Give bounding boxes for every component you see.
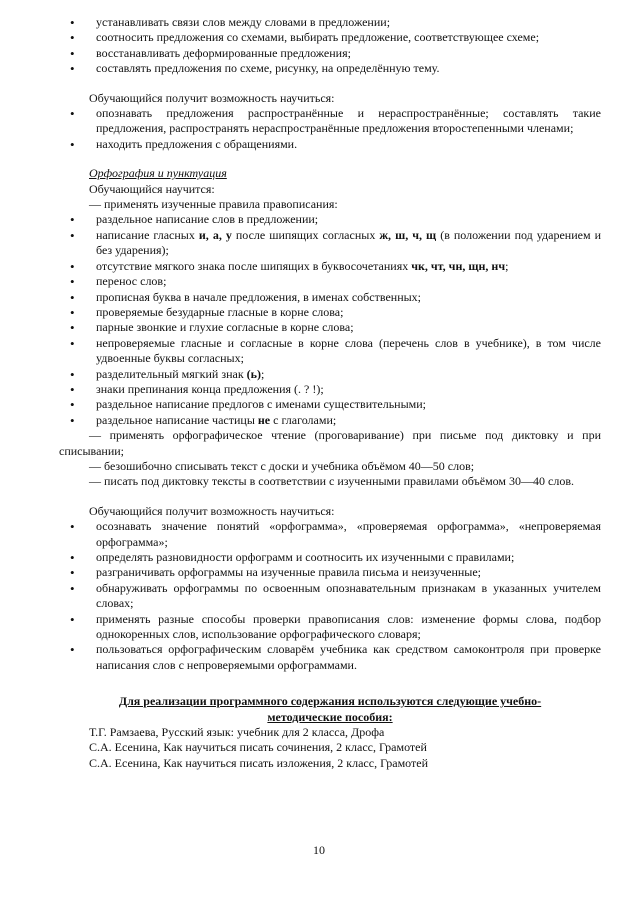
dash-line-dictation: — писать под диктовку тексты в соответствии с изученными правилами объёмом 30—40 слов. xyxy=(89,474,575,489)
opportunity-heading-2: Обучающийся получит возможность научиться: xyxy=(89,503,335,518)
list-item: • восстанавливать деформированные предложения; xyxy=(59,46,601,61)
list-item: • прописная буква в начале предложения, в именах собственных; xyxy=(59,290,601,305)
list-item: • опознавать предложения распространённые и нераспространённые; составлять такие предложения, распространять нераспространённые предложения второстепенными членами; xyxy=(59,106,601,137)
list-item: • осознавать значение понятий «орфограмма», «проверяемая орфограмма», «непроверяемая орфограмма»; xyxy=(59,519,601,550)
dash-line-copying: — безошибочно списывать текст с доски и учебника объёмом 40—50 слов; xyxy=(89,458,475,473)
learn-heading: Обучающийся научится: xyxy=(89,181,215,196)
bullet-list-sentences xyxy=(59,15,601,77)
list-item: • парные звонкие и глухие согласные в корне слова; xyxy=(59,320,601,335)
list-item: • разделительный мягкий знак (ь); xyxy=(59,367,601,382)
resources-heading: Для реализации программного содержания используются следующие учебно-методические пособия: xyxy=(118,694,542,724)
list-item: • знаки препинания конца предложения (. ? !); xyxy=(59,382,601,397)
page-number: 10 xyxy=(313,843,325,857)
section-title-orthography: Орфография и пунктуация xyxy=(89,166,227,181)
resource-item: Т.Г. Рамзаева, Русский язык: учебник для 2 класса, Дрофа xyxy=(89,725,385,740)
list-item: • раздельное написание слов в предложении; xyxy=(59,212,601,227)
page-content xyxy=(59,15,601,771)
list-item: • непроверяемые гласные и согласные в корне слова (перечень слов в учебнике), в том числе удвоенные буквы согласных; xyxy=(59,336,601,367)
resource-item: С.А. Есенина, Как научиться писать сочинения, 2 класс, Грамотей xyxy=(89,740,427,755)
dash-line-reading: — применять орфографическое чтение (проговаривание) при письме под диктовку и при списывании; xyxy=(59,428,601,458)
list-item: • обнаруживать орфограммы по освоенным опознавательным признакам в указанных учителем словах; xyxy=(59,581,601,612)
opportunity-heading-1: Обучающийся получит возможность научиться: xyxy=(89,90,335,105)
list-item: • раздельное написание частицы не с глаголами; xyxy=(59,413,601,428)
list-item: • соотносить предложения со схемами, выбирать предложение, соответствующее схеме; xyxy=(59,30,601,45)
bullet-list-rules xyxy=(59,212,601,428)
list-item: • перенос слов; xyxy=(59,274,601,289)
apply-rules-line: — применять изученные правила правописания: xyxy=(89,197,338,212)
list-item: • отсутствие мягкого знака после шипящих в буквосочетаниях чк, чт, чн, щн, нч; xyxy=(59,259,601,274)
bullet-list-opportunity-2 xyxy=(59,519,601,673)
resource-item: С.А. Есенина, Как научиться писать изложения, 2 класс, Грамотей xyxy=(89,755,429,770)
list-item: • раздельное написание предлогов с именами существительными; xyxy=(59,397,601,412)
bullet-list-opportunity-1 xyxy=(59,106,601,152)
list-item: • составлять предложения по схеме, рисунку, на определённую тему. xyxy=(59,61,601,76)
list-item: • устанавливать связи слов между словами в предложении; xyxy=(59,15,601,30)
list-item: • находить предложения с обращениями. xyxy=(59,137,601,152)
list-item: • проверяемые безударные гласные в корне слова; xyxy=(59,305,601,320)
list-item: • пользоваться орфографическим словарём учебника как средством самоконтроля при проверке написания слов с непроверяемыми орфограммами. xyxy=(59,642,601,673)
list-item: • определять разновидности орфограмм и соотносить их изученными с правилами; xyxy=(59,550,601,565)
list-item: • разграничивать орфограммы на изученные правила письма и неизученные; xyxy=(59,565,601,580)
list-item: • написание гласных и, а, у после шипящих согласных ж, ш, ч, щ (в положении под ударением и без ударения); xyxy=(59,228,601,259)
list-item: • применять разные способы проверки правописания слов: изменение формы слова, подбор однокоренных слов, использование орфографического словаря; xyxy=(59,612,601,643)
